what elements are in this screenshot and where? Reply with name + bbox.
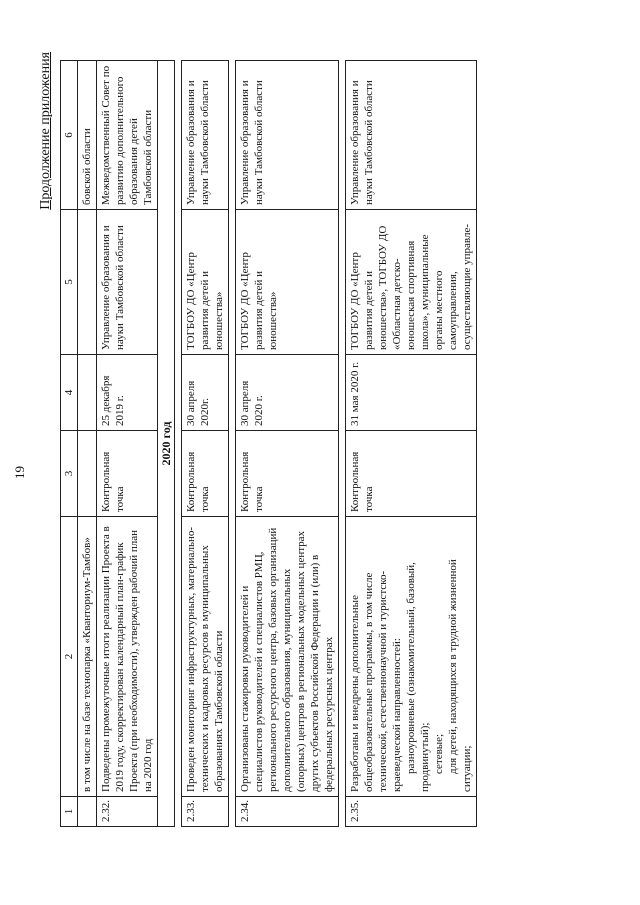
spacer-row [229,61,236,827]
plan-table [60,60,477,827]
event-executor: ТОГБОУ ДО «Центр развития детей и юношества», ТОГБОУ ДО «Областная детско-юношеская спортивная школа», муниципальные органы местного самоуправления, осуществляющие управле- [346,210,477,355]
event-date: 25 декабря 2019 г. [97,355,158,431]
column-header: 5 [61,210,78,355]
year-label: 2020 год [158,61,175,827]
table-row [97,61,158,827]
spacer-row [175,61,182,827]
spacer-cell [175,61,182,827]
table-row [236,61,339,827]
event-coordinator: бовской области [78,61,97,210]
column-header: 1 [61,797,78,827]
spacer-cell [229,61,236,827]
event-text: в том числе на базе технопарка «Кванториум-Тамбов» [78,517,97,797]
event-type [78,431,97,517]
event-coordinator: Управление образования и науки Тамбовской области [182,61,229,210]
event-executor: Управление образования и науки Тамбовской области [97,210,158,355]
column-header: 2 [61,517,78,797]
event-type: Контрольная точка [97,431,158,517]
event-type: Контрольная точка [346,431,477,517]
row-number: 2.32. [97,797,158,827]
event-coordinator: Управление образования и науки Тамбовской области [236,61,339,210]
event-date [78,355,97,431]
event-date: 30 апреля 2020 г. [236,355,339,431]
event-subitem: разноуровневые (ознакомительный, базовый, продвинутый); [405,562,431,792]
table-row [78,61,97,827]
row-number: 2.34. [236,797,339,827]
row-number: 2.35. [346,797,477,827]
event-text: Организованы стажировки руководителей и специалистов руководителей и специалистов РМЦ, регионального ресурсного центра, базовых организаций дополнительного образования, муниципальных (опорных) центров в региональных модельных центрах других субъектов Российской Федерации и (или) в федеральных ресурсных центрах [236,517,339,797]
page-number: 19 [12,466,27,479]
table-row [346,61,477,827]
event-date: 30 апреля 2020г. [182,355,229,431]
year-row [158,61,175,827]
event-subitem: для детей, находящихся в трудной жизненной ситуации; [447,559,473,792]
event-text-cell [346,517,477,797]
table-row [182,61,229,827]
row-number [78,797,97,827]
event-text: Подведены промежуточные итоги реализации Проекта в 2019 году, скорректирован календарный план-график Проекта (при необходимости), утвержден рабочий план на 2020 год [97,517,158,797]
event-text: Разработаны и внедрены дополнительные общеобразовательные программы, в том числе технической, естественнонаучной и туристско-краеведческой направленностей: [349,570,403,792]
event-coordinator: Межведомственный Совет по развитию дополнительного образования детей Тамбовской области [97,61,158,210]
continuation-title: Продолжение приложения [38,52,53,210]
event-coordinator: Управление образования и науки Тамбовской области [346,61,477,210]
event-type: Контрольная точка [182,431,229,517]
column-header: 4 [61,355,78,431]
column-header: 6 [61,61,78,210]
event-date: 31 мая 2020 г. [346,355,477,431]
column-header-row [61,61,78,827]
column-header: 3 [61,431,78,517]
event-executor [78,210,97,355]
event-executor: ТОГБОУ ДО «Центр развития детей и юношества» [236,210,339,355]
event-subitem: сетевые; [433,733,445,774]
spacer-row [339,61,346,827]
event-executor: ТОГБОУ ДО «Центр развития детей и юношества» [182,210,229,355]
spacer-cell [339,61,346,827]
row-number: 2.33. [182,797,229,827]
event-type: Контрольная точка [236,431,339,517]
event-text: Проведен мониторинг инфраструктурных, материально-технических и кадровых ресурсов в муниципальных образованиях Тамбовской области [182,517,229,797]
